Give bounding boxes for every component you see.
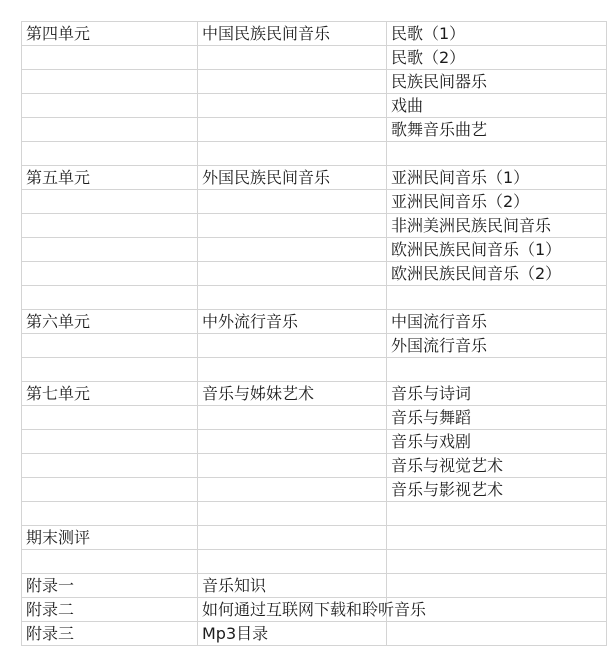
- unit-cell[interactable]: [22, 550, 26, 573]
- unit-cell[interactable]: [22, 334, 26, 357]
- lesson-cell[interactable]: 亚洲民间音乐（2）: [391, 192, 530, 211]
- unit-cell[interactable]: 附录一: [26, 576, 75, 595]
- unit-cell[interactable]: 第六单元: [26, 312, 91, 331]
- unit-cell[interactable]: 附录二: [26, 600, 75, 619]
- unit-cell[interactable]: 第五单元: [26, 168, 91, 187]
- grid-row-line: [21, 309, 606, 310]
- lesson-cell[interactable]: [387, 142, 391, 165]
- lesson-cell[interactable]: [387, 502, 391, 525]
- lesson-cell[interactable]: 音乐与戏剧: [391, 432, 472, 451]
- lesson-cell[interactable]: 音乐与诗词: [391, 384, 472, 403]
- unit-cell[interactable]: [22, 478, 26, 501]
- lesson-cell[interactable]: 民歌（1）: [391, 24, 466, 43]
- topic-cell[interactable]: [198, 46, 202, 69]
- unit-cell[interactable]: [22, 94, 26, 117]
- unit-cell[interactable]: [22, 262, 26, 285]
- unit-cell[interactable]: [22, 238, 26, 261]
- grid-row-line: [21, 453, 606, 454]
- lesson-cell[interactable]: 戏曲: [391, 96, 424, 115]
- topic-cell[interactable]: [198, 238, 202, 261]
- grid-row-line: [21, 45, 606, 46]
- grid-row-line: [21, 69, 606, 70]
- unit-cell[interactable]: 期末测评: [26, 528, 91, 547]
- unit-cell[interactable]: [22, 286, 26, 309]
- topic-cell[interactable]: [198, 334, 202, 357]
- unit-cell[interactable]: [22, 142, 26, 165]
- grid-row-line: [21, 117, 606, 118]
- topic-cell[interactable]: Mp3目录: [202, 624, 269, 643]
- topic-cell[interactable]: [198, 94, 202, 117]
- topic-cell[interactable]: 中外流行音乐: [202, 312, 299, 331]
- topic-cell[interactable]: [198, 550, 202, 573]
- lesson-cell[interactable]: 外国流行音乐: [391, 336, 488, 355]
- grid-row-line: [21, 621, 606, 622]
- grid-row-line: [21, 357, 606, 358]
- lesson-cell[interactable]: [387, 526, 391, 549]
- lesson-cell[interactable]: 欧洲民族民间音乐（2）: [391, 264, 562, 283]
- lesson-cell[interactable]: 非洲美洲民族民间音乐: [391, 216, 552, 235]
- unit-cell[interactable]: [22, 118, 26, 141]
- topic-cell[interactable]: 中国民族民间音乐: [202, 24, 331, 43]
- unit-cell[interactable]: 第四单元: [26, 24, 91, 43]
- topic-cell[interactable]: 音乐与姊妹艺术: [202, 384, 315, 403]
- topic-cell[interactable]: [198, 406, 202, 429]
- grid-row-line: [21, 429, 606, 430]
- lesson-cell[interactable]: 歌舞音乐曲艺: [391, 120, 488, 139]
- lesson-cell[interactable]: [387, 550, 391, 573]
- unit-cell[interactable]: [22, 454, 26, 477]
- grid-row-line: [21, 549, 606, 550]
- topic-cell[interactable]: [198, 430, 202, 453]
- topic-cell[interactable]: [198, 286, 202, 309]
- lesson-cell[interactable]: [387, 622, 391, 645]
- topic-cell[interactable]: [198, 454, 202, 477]
- unit-cell[interactable]: [22, 190, 26, 213]
- lesson-cell[interactable]: 欧洲民族民间音乐（1）: [391, 240, 562, 259]
- lesson-cell[interactable]: 民歌（2）: [391, 48, 466, 67]
- topic-cell[interactable]: [198, 142, 202, 165]
- grid-row-line: [21, 525, 606, 526]
- unit-cell[interactable]: [22, 430, 26, 453]
- grid-row-line: [21, 285, 606, 286]
- grid-row-line: [21, 141, 606, 142]
- topic-cell[interactable]: [198, 190, 202, 213]
- topic-cell[interactable]: [198, 70, 202, 93]
- lesson-cell[interactable]: [387, 286, 391, 309]
- unit-cell[interactable]: 第七单元: [26, 384, 91, 403]
- lesson-cell[interactable]: 音乐与视觉艺术: [391, 456, 504, 475]
- lesson-cell[interactable]: 音乐与舞蹈: [391, 408, 472, 427]
- topic-cell[interactable]: 如何通过互联网下载和聆听音乐: [202, 600, 427, 619]
- lesson-cell[interactable]: 民族民间器乐: [391, 72, 488, 91]
- unit-cell[interactable]: [22, 502, 26, 525]
- topic-cell[interactable]: 音乐知识: [202, 576, 267, 595]
- grid-row-line: [21, 405, 606, 406]
- lesson-cell[interactable]: 中国流行音乐: [391, 312, 488, 331]
- lesson-cell[interactable]: 音乐与影视艺术: [391, 480, 504, 499]
- grid-row-line: [21, 645, 606, 646]
- grid-column-line: [606, 21, 607, 646]
- grid-row-line: [21, 573, 606, 574]
- unit-cell[interactable]: [22, 214, 26, 237]
- topic-cell[interactable]: [198, 526, 202, 549]
- unit-cell[interactable]: 附录三: [26, 624, 75, 643]
- topic-cell[interactable]: 外国民族民间音乐: [202, 168, 331, 187]
- lesson-cell[interactable]: 亚洲民间音乐（1）: [391, 168, 530, 187]
- topic-cell[interactable]: [198, 262, 202, 285]
- topic-cell[interactable]: [198, 502, 202, 525]
- grid-row-line: [21, 93, 606, 94]
- lesson-cell[interactable]: [387, 358, 391, 381]
- grid-row-line: [21, 477, 606, 478]
- unit-cell[interactable]: [22, 406, 26, 429]
- grid-row-line: [21, 333, 606, 334]
- lesson-cell[interactable]: [387, 574, 391, 597]
- topic-cell[interactable]: [198, 118, 202, 141]
- unit-cell[interactable]: [22, 358, 26, 381]
- lesson-cell[interactable]: [387, 598, 391, 621]
- unit-cell[interactable]: [22, 70, 26, 93]
- topic-cell[interactable]: [198, 214, 202, 237]
- topic-cell[interactable]: [198, 478, 202, 501]
- grid-row-line: [21, 501, 606, 502]
- unit-cell[interactable]: [22, 46, 26, 69]
- topic-cell[interactable]: [198, 358, 202, 381]
